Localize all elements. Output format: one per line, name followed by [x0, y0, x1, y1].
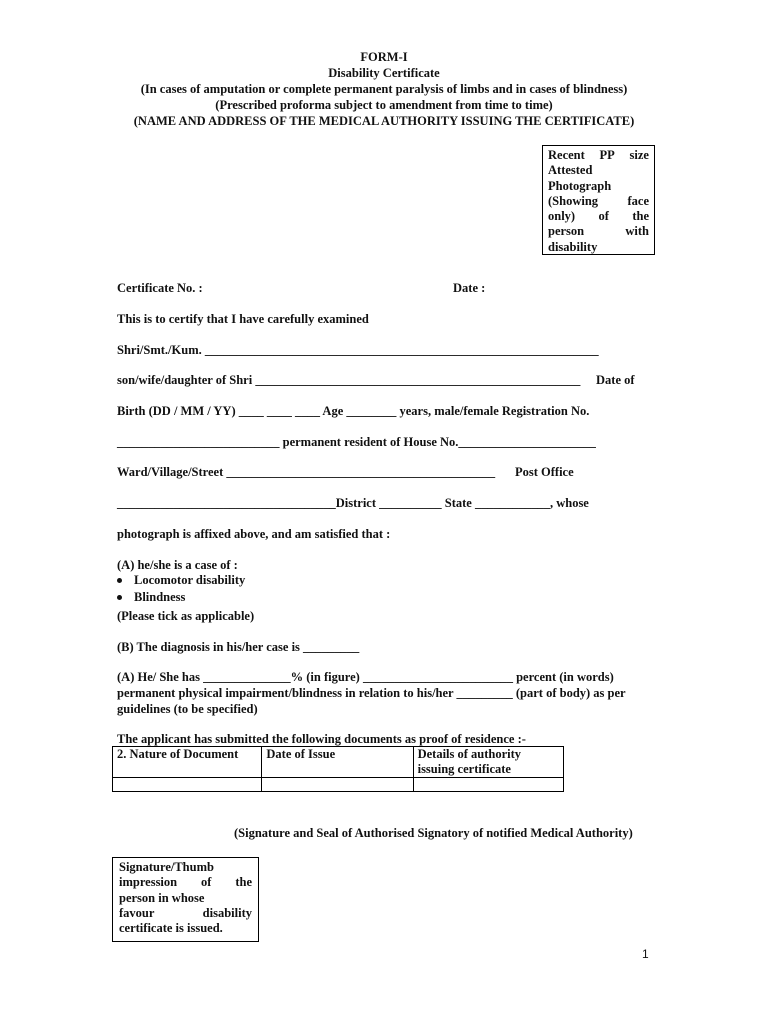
- thumb-box-line: [119, 875, 252, 890]
- documents-table: [112, 746, 564, 792]
- name-field-line: Shri/Smt./Kum. _______________________________________________________________: [117, 343, 599, 357]
- certificate-no-label: Certificate No. :: [117, 281, 203, 295]
- ward-field-line: Ward/Village/Street ___________________________________________: [117, 465, 496, 479]
- page-number: 1: [642, 947, 649, 961]
- photo-box-word: Recent: [548, 148, 585, 162]
- thumb-box-word: person in whose: [119, 890, 205, 905]
- photo-box-line: [548, 240, 649, 255]
- impairment-line-1: (A) He/ She has ______________% (in figure) ________________________ percent (in words): [117, 670, 614, 684]
- authority-line: (NAME AND ADDRESS OF THE MEDICAL AUTHORITY ISSUING THE CERTIFICATE): [133, 114, 635, 128]
- photo-box-word: face: [627, 193, 649, 208]
- table-row: [113, 778, 564, 792]
- form-title: Disability Certificate: [328, 66, 440, 80]
- form-number: FORM-I: [360, 50, 408, 64]
- photo-box-word: PP: [599, 148, 615, 162]
- thumb-box-word: of: [201, 875, 212, 890]
- thumb-box-word: Signature/Thumb: [119, 860, 214, 874]
- thumb-box-word: favour: [119, 905, 155, 920]
- diagnosis-line: (B) The diagnosis in his/her case is _________: [117, 640, 360, 654]
- thumb-box-word: impression: [119, 875, 178, 890]
- impairment-line-2: permanent physical impairment/blindness in relation to his/her _________ (part of body) as per: [117, 686, 626, 700]
- relation-field-line: son/wife/daughter of Shri ____________________________________________________: [117, 373, 581, 387]
- photo-box-word: with: [625, 224, 649, 239]
- date-label: Date :: [453, 281, 486, 295]
- thumb-impression-box: [112, 857, 259, 942]
- table-header-row: [113, 747, 564, 778]
- photo-box-word: of: [598, 209, 609, 224]
- photo-box-word: person: [548, 224, 585, 239]
- case-option-blindness: [117, 590, 185, 605]
- impairment-line-3: guidelines (to be specified): [117, 702, 258, 716]
- bullet-icon: [117, 595, 122, 600]
- photo-box-word: only): [548, 209, 576, 224]
- header-date-of-issue: Date of Issue: [262, 747, 413, 778]
- photo-box-line: [548, 148, 649, 163]
- birth-field-line: Birth (DD / MM / YY) ____ ____ ____ Age ________ years, male/female Registration No.: [117, 404, 590, 418]
- photo-box-word: Attested: [548, 163, 593, 178]
- photo-box-word: the: [632, 209, 649, 224]
- header-issuing-authority: Details of authority issuing certificate: [413, 747, 563, 778]
- photo-affixed-statement: photograph is affixed above, and am satisfied that :: [117, 527, 391, 541]
- date-of-label: Date of: [596, 373, 635, 387]
- thumb-box-line: [119, 921, 252, 936]
- proforma-note: (Prescribed proforma subject to amendment from time to time): [215, 98, 553, 112]
- photo-box-word: Photograph: [548, 178, 612, 193]
- thumb-box-word: the: [235, 875, 252, 890]
- certify-statement: This is to certify that I have carefully examined: [117, 312, 369, 326]
- photo-box-word: disability: [548, 239, 598, 254]
- form-header: [60, 49, 708, 129]
- cell-nature-of-document[interactable]: [113, 778, 262, 792]
- header-nature-of-document: 2. Nature of Document: [113, 747, 262, 778]
- thumb-box-word: disability: [202, 905, 252, 920]
- case-option-label: Locomotor disability: [134, 573, 246, 587]
- cell-date-of-issue[interactable]: [262, 778, 413, 792]
- form-subtitle: (In cases of amputation or complete permanent paralysis of limbs and in cases of blindness): [140, 82, 628, 96]
- photo-box-word: size: [629, 148, 649, 162]
- photo-box-line: [548, 209, 649, 224]
- photo-box-line: [548, 224, 649, 239]
- resident-field-line: __________________________ permanent resident of House No.______________________: [117, 435, 596, 449]
- thumb-box-line: [119, 860, 252, 875]
- photo-box-line: [548, 179, 649, 194]
- case-option-locomotor: [117, 573, 245, 588]
- post-office-label: Post Office: [515, 465, 574, 479]
- case-note: (Please tick as applicable): [117, 609, 255, 623]
- thumb-box-line: [119, 891, 252, 906]
- case-option-label: Blindness: [134, 590, 186, 604]
- photo-box-line: [548, 194, 649, 209]
- case-heading: (A) he/she is a case of :: [117, 558, 238, 572]
- photo-box-word: (Showing: [548, 193, 599, 208]
- photo-box-line: [548, 163, 649, 178]
- bullet-icon: [117, 578, 122, 583]
- thumb-box-line: [119, 906, 252, 921]
- photo-box: [542, 145, 655, 255]
- thumb-box-word: certificate is issued.: [119, 921, 223, 936]
- documents-intro: The applicant has submitted the following documents as proof of residence :-: [117, 732, 526, 746]
- signature-seal-line: (Signature and Seal of Authorised Signatory of notified Medical Authority): [234, 826, 633, 840]
- cell-issuing-authority[interactable]: [413, 778, 563, 792]
- district-field-line: ___________________________________District __________ State ____________, whose: [117, 496, 589, 510]
